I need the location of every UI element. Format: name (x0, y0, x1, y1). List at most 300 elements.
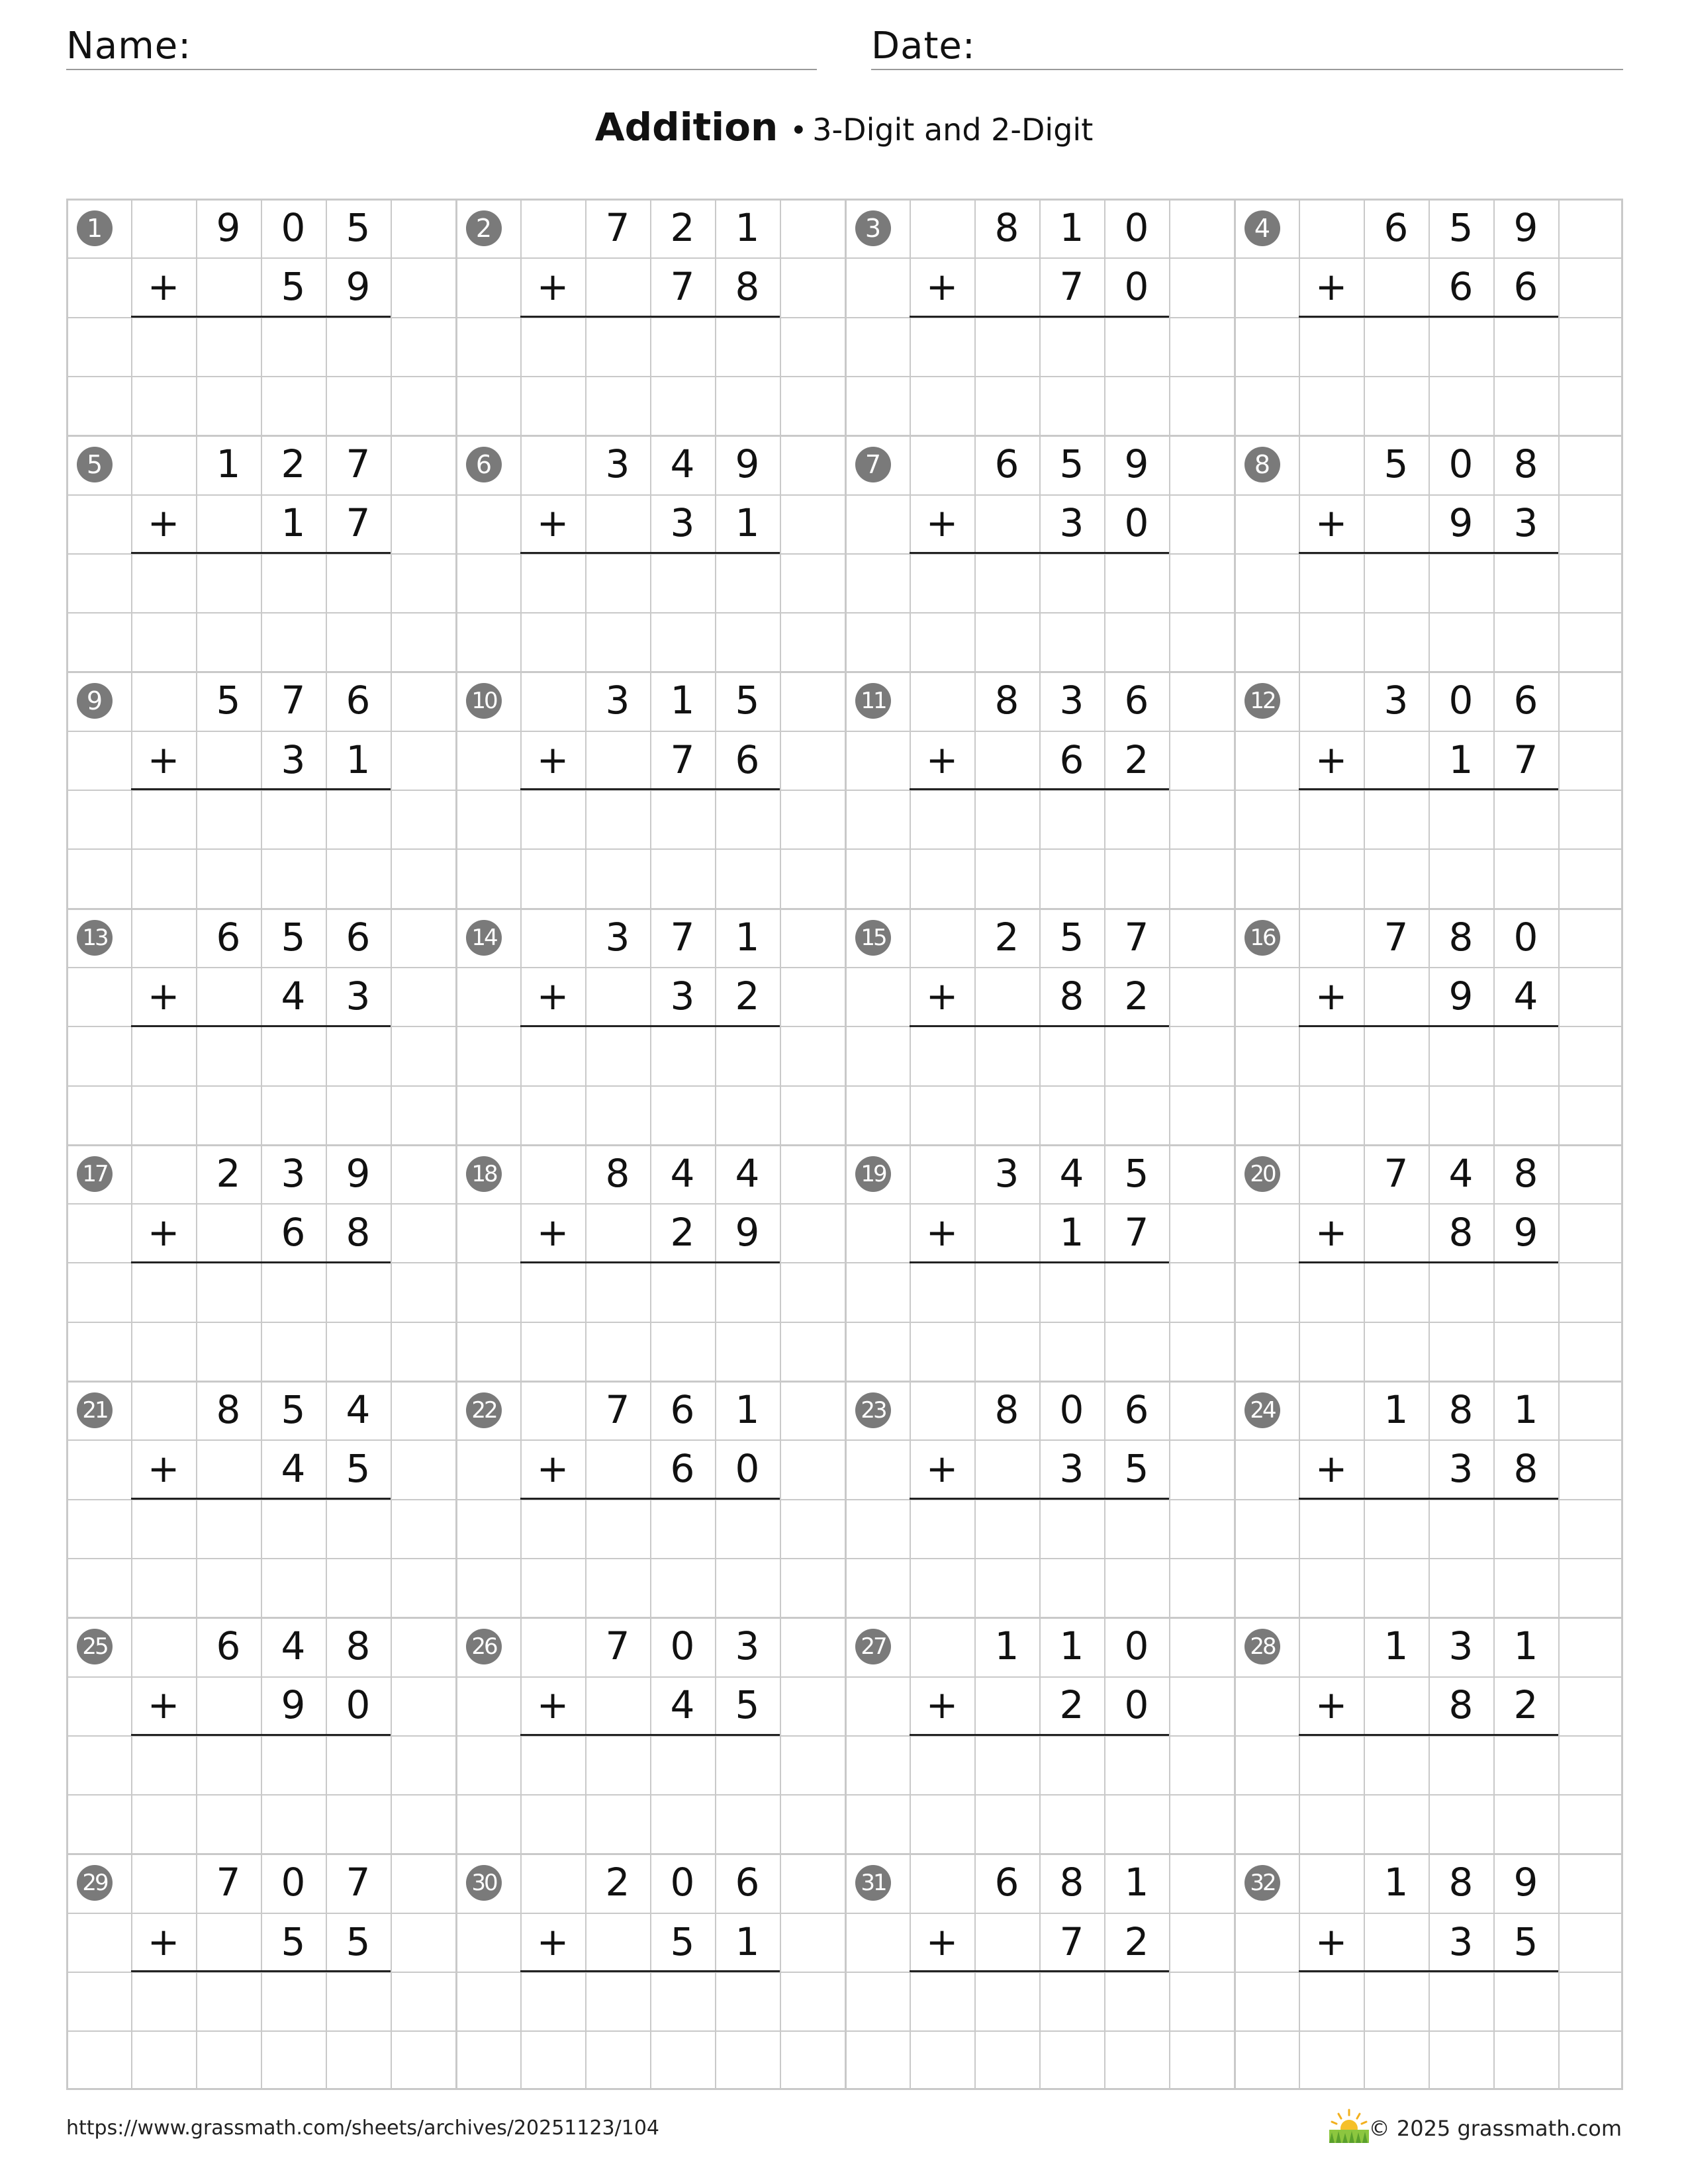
answer-cell[interactable] (1429, 1026, 1493, 1085)
answer-cell[interactable] (1493, 317, 1558, 376)
problem-31 (845, 1853, 1234, 2089)
answer-cell[interactable] (585, 553, 650, 612)
answer-cell[interactable] (650, 1026, 715, 1085)
plus-sign: + (147, 1210, 180, 1255)
answer-cell[interactable] (1299, 790, 1364, 848)
answer-cell[interactable] (1429, 1499, 1493, 1558)
answer-cell[interactable] (196, 1262, 261, 1321)
name-field[interactable] (66, 24, 817, 70)
addend-top-digit: 7 (346, 1860, 371, 1905)
answer-cell[interactable] (326, 790, 391, 848)
answer-cell[interactable] (1493, 790, 1558, 848)
answer-cell[interactable] (1429, 317, 1493, 376)
answer-cell[interactable] (585, 317, 650, 376)
answer-cell[interactable] (326, 317, 391, 376)
answer-cell[interactable] (910, 1262, 974, 1321)
addend-bottom-digit: 5 (670, 1919, 695, 1964)
answer-cell[interactable] (261, 1262, 326, 1321)
addend-bottom-digit: 9 (1448, 500, 1474, 546)
addend-bottom-digit: 6 (1513, 264, 1538, 310)
problem-26 (455, 1617, 845, 1853)
problem-number-badge: 8 (1244, 447, 1280, 482)
addend-top-digit: 6 (216, 914, 241, 960)
addend-top-digit: 1 (1383, 1623, 1409, 1669)
problem-number-badge: 30 (466, 1865, 502, 1901)
answer-cell[interactable] (715, 553, 780, 612)
answer-cell[interactable] (650, 317, 715, 376)
plus-sign: + (925, 973, 959, 1019)
addend-bottom-digit: 9 (346, 264, 371, 310)
problem-19 (845, 1144, 1234, 1381)
addend-top-digit: 5 (1059, 441, 1084, 487)
addend-bottom-digit: 5 (1513, 1919, 1538, 1964)
plus-sign: + (147, 264, 180, 310)
answer-cell[interactable] (196, 553, 261, 612)
answer-cell[interactable] (1104, 1972, 1169, 2030)
addend-bottom-digit: 9 (735, 1210, 760, 1255)
addend-bottom-digit: 6 (1448, 264, 1474, 310)
addend-bottom-digit: 8 (1513, 1446, 1538, 1492)
addend-bottom-digit: 6 (1059, 737, 1084, 782)
answer-cell[interactable] (261, 553, 326, 612)
addend-bottom-digit: 0 (1124, 264, 1149, 310)
addend-bottom-digit: 7 (670, 264, 695, 310)
answer-cell[interactable] (910, 790, 974, 848)
answer-cell[interactable] (131, 1499, 196, 1558)
addend-top-digit: 8 (1448, 914, 1474, 960)
answer-cell[interactable] (715, 1262, 780, 1321)
addend-top-digit: 6 (346, 678, 371, 723)
answer-cell[interactable] (1493, 1262, 1558, 1321)
addend-top-digit: 3 (605, 914, 630, 960)
addend-top-digit: 5 (1448, 205, 1474, 250)
problem-28 (1234, 1617, 1623, 1853)
addend-top-digit: 4 (670, 441, 695, 487)
problem-24 (1234, 1381, 1623, 1617)
answer-cell[interactable] (196, 790, 261, 848)
answer-cell[interactable] (910, 553, 974, 612)
answer-cell[interactable] (261, 1972, 326, 2030)
answer-cell[interactable] (520, 1735, 585, 1794)
answer-cell[interactable] (1364, 1735, 1429, 1794)
answer-cell[interactable] (974, 1262, 1039, 1321)
answer-cell[interactable] (974, 1735, 1039, 1794)
answer-cell[interactable] (974, 1026, 1039, 1085)
addend-bottom-digit: 8 (735, 264, 760, 310)
addend-bottom-digit: 5 (735, 1682, 760, 1728)
problem-number-badge: 23 (855, 1392, 891, 1428)
answer-cell[interactable] (520, 1026, 585, 1085)
problem-number-badge: 21 (77, 1392, 113, 1428)
answer-cell[interactable] (974, 1972, 1039, 2030)
addend-top-digit: 0 (1059, 1387, 1084, 1432)
answer-cell[interactable] (1104, 1735, 1169, 1794)
addend-top-digit: 7 (670, 914, 695, 960)
answer-cell[interactable] (910, 1499, 974, 1558)
plus-sign: + (536, 264, 569, 310)
addend-bottom-digit: 6 (281, 1210, 306, 1255)
plus-sign: + (1315, 973, 1348, 1019)
addend-bottom-digit: 1 (735, 1919, 760, 1964)
answer-cell[interactable] (1104, 1026, 1169, 1085)
problem-7 (845, 435, 1234, 671)
addend-top-digit: 3 (605, 441, 630, 487)
problem-number-badge: 24 (1244, 1392, 1280, 1428)
addend-top-digit: 9 (216, 205, 241, 250)
answer-cell[interactable] (520, 1499, 585, 1558)
answer-cell[interactable] (326, 1972, 391, 2030)
problem-4 (1234, 199, 1623, 435)
addend-top-digit: 1 (1383, 1387, 1409, 1432)
answer-cell[interactable] (196, 317, 261, 376)
answer-cell[interactable] (715, 1735, 780, 1794)
addend-top-digit: 4 (1448, 1150, 1474, 1196)
addend-top-digit: 6 (1383, 205, 1409, 250)
addend-top-digit: 2 (605, 1860, 630, 1905)
answer-cell[interactable] (1039, 1026, 1104, 1085)
answer-cell[interactable] (585, 790, 650, 848)
problem-17 (66, 1144, 455, 1381)
answer-cell[interactable] (1039, 1972, 1104, 2030)
addend-top-digit: 5 (735, 678, 760, 723)
addend-bottom-digit: 9 (1448, 973, 1474, 1019)
answer-cell[interactable] (650, 790, 715, 848)
answer-cell[interactable] (326, 1026, 391, 1085)
answer-cell[interactable] (1364, 1026, 1429, 1085)
addend-top-digit: 1 (1059, 1623, 1084, 1669)
problem-number-badge: 26 (466, 1629, 502, 1664)
problem-12 (1234, 671, 1623, 907)
addend-top-digit: 3 (1059, 678, 1084, 723)
plus-sign: + (1315, 737, 1348, 782)
answer-cell[interactable] (910, 1735, 974, 1794)
problem-number-badge: 19 (855, 1156, 891, 1192)
answer-cell[interactable] (1039, 790, 1104, 848)
problem-number-badge: 11 (855, 683, 891, 719)
plus-sign: + (536, 737, 569, 782)
answer-cell[interactable] (326, 1499, 391, 1558)
problem-number-badge: 27 (855, 1629, 891, 1664)
addend-top-digit: 8 (1513, 441, 1538, 487)
answer-cell[interactable] (196, 1499, 261, 1558)
addend-bottom-digit: 7 (670, 737, 695, 782)
addend-bottom-digit: 2 (1124, 737, 1149, 782)
problem-number-badge: 18 (466, 1156, 502, 1192)
answer-cell[interactable] (715, 1026, 780, 1085)
plus-sign: + (147, 500, 180, 546)
addend-bottom-digit: 5 (281, 264, 306, 310)
answer-cell[interactable] (974, 553, 1039, 612)
addend-top-digit: 4 (346, 1387, 371, 1432)
answer-cell[interactable] (650, 553, 715, 612)
addend-bottom-digit: 4 (281, 973, 306, 1019)
answer-cell[interactable] (1039, 553, 1104, 612)
problem-number-badge: 13 (77, 920, 113, 956)
addend-top-digit: 6 (1124, 678, 1149, 723)
answer-cell[interactable] (1104, 790, 1169, 848)
answer-cell[interactable] (715, 790, 780, 848)
plus-sign: + (147, 1446, 180, 1492)
answer-cell[interactable] (650, 1972, 715, 2030)
answer-cell[interactable] (261, 1026, 326, 1085)
addend-top-digit: 3 (735, 1623, 760, 1669)
answer-cell[interactable] (1364, 790, 1429, 848)
plus-sign: + (1315, 1682, 1348, 1728)
addend-bottom-digit: 1 (1448, 737, 1474, 782)
problem-18 (455, 1144, 845, 1381)
plus-sign: + (536, 1446, 569, 1492)
answer-cell[interactable] (1364, 317, 1429, 376)
answer-cell[interactable] (1299, 1735, 1364, 1794)
title-subtitle: 3-Digit and 2-Digit (812, 112, 1094, 148)
addend-bottom-digit: 5 (1124, 1446, 1149, 1492)
plus-sign: + (1315, 1210, 1348, 1255)
problem-number-badge: 2 (466, 210, 502, 246)
answer-cell[interactable] (1429, 1735, 1493, 1794)
answer-cell[interactable] (585, 1735, 650, 1794)
answer-cell[interactable] (1364, 1499, 1429, 1558)
answer-cell[interactable] (1429, 1972, 1493, 2030)
addend-bottom-digit: 5 (281, 1919, 306, 1964)
addend-top-digit: 6 (735, 1860, 760, 1905)
answer-cell[interactable] (1104, 317, 1169, 376)
addend-bottom-digit: 4 (670, 1682, 695, 1728)
answer-cell[interactable] (1493, 553, 1558, 612)
addend-top-digit: 3 (1448, 1623, 1474, 1669)
addend-bottom-digit: 5 (346, 1919, 371, 1964)
answer-cell[interactable] (326, 553, 391, 612)
addend-bottom-digit: 2 (735, 973, 760, 1019)
answer-cell[interactable] (196, 1026, 261, 1085)
problem-number-badge: 29 (77, 1865, 113, 1901)
addend-top-digit: 0 (670, 1623, 695, 1669)
answer-cell[interactable] (131, 1735, 196, 1794)
addend-top-digit: 6 (1124, 1387, 1149, 1432)
addend-bottom-digit: 7 (1059, 264, 1084, 310)
addend-bottom-digit: 3 (1059, 1446, 1084, 1492)
answer-cell[interactable] (1104, 1262, 1169, 1321)
problem-5 (66, 435, 455, 671)
answer-cell[interactable] (261, 1735, 326, 1794)
addend-top-digit: 1 (1383, 1860, 1409, 1905)
answer-cell[interactable] (131, 317, 196, 376)
answer-cell[interactable] (910, 1972, 974, 2030)
date-label: Date: (871, 24, 976, 68)
answer-cell[interactable] (585, 1972, 650, 2030)
answer-cell[interactable] (1299, 1262, 1364, 1321)
answer-cell[interactable] (1039, 1262, 1104, 1321)
addend-top-digit: 6 (994, 441, 1019, 487)
addend-bottom-digit: 8 (1448, 1682, 1474, 1728)
addend-top-digit: 8 (216, 1387, 241, 1432)
addend-top-digit: 7 (216, 1860, 241, 1905)
addend-bottom-digit: 4 (1513, 973, 1538, 1019)
plus-sign: + (536, 1919, 569, 1964)
plus-sign: + (925, 264, 959, 310)
answer-cell[interactable] (1299, 553, 1364, 612)
answer-cell[interactable] (1364, 1972, 1429, 2030)
plus-sign: + (925, 1919, 959, 1964)
problem-6 (455, 435, 845, 671)
addend-top-digit: 3 (1383, 678, 1409, 723)
problem-2 (455, 199, 845, 435)
answer-cell[interactable] (326, 1735, 391, 1794)
answer-cell[interactable] (585, 1499, 650, 1558)
plus-sign: + (1315, 1446, 1348, 1492)
addend-top-digit: 7 (1383, 914, 1409, 960)
addend-top-digit: 8 (994, 205, 1019, 250)
answer-cell[interactable] (910, 317, 974, 376)
problem-29 (66, 1853, 455, 2089)
answer-cell[interactable] (1299, 1972, 1364, 2030)
problem-number-badge: 9 (77, 683, 113, 719)
addend-bottom-digit: 3 (1059, 500, 1084, 546)
problem-number-badge: 22 (466, 1392, 502, 1428)
addend-top-digit: 4 (1059, 1150, 1084, 1196)
addend-bottom-digit: 2 (670, 1210, 695, 1255)
answer-cell[interactable] (1299, 1499, 1364, 1558)
addend-top-digit: 1 (216, 441, 241, 487)
answer-cell[interactable] (715, 1499, 780, 1558)
addend-top-digit: 3 (994, 1150, 1019, 1196)
addend-top-digit: 1 (735, 205, 760, 250)
answer-cell[interactable] (974, 1499, 1039, 1558)
answer-cell[interactable] (1364, 553, 1429, 612)
answer-cell[interactable] (131, 1972, 196, 2030)
addend-top-digit: 1 (1124, 1860, 1149, 1905)
answer-cell[interactable] (585, 1026, 650, 1085)
answer-cell[interactable] (1493, 1026, 1558, 1085)
addend-top-digit: 0 (1513, 914, 1538, 960)
footer-copyright: © 2025 grassmath.com (1368, 2116, 1622, 2141)
problem-number-badge: 31 (855, 1865, 891, 1901)
addend-top-digit: 1 (1513, 1623, 1538, 1669)
addend-top-digit: 4 (281, 1623, 306, 1669)
date-field[interactable] (871, 24, 1623, 70)
answer-cell[interactable] (261, 790, 326, 848)
answer-cell[interactable] (520, 790, 585, 848)
answer-cell[interactable] (131, 553, 196, 612)
plus-sign: + (536, 1210, 569, 1255)
addend-top-digit: 5 (1383, 441, 1409, 487)
addend-bottom-digit: 0 (735, 1446, 760, 1492)
problem-number-badge: 5 (77, 447, 113, 482)
addend-top-digit: 0 (281, 1860, 306, 1905)
answer-cell[interactable] (131, 790, 196, 848)
plus-sign: + (1315, 264, 1348, 310)
answer-cell[interactable] (1039, 1499, 1104, 1558)
addend-top-digit: 9 (735, 441, 760, 487)
addend-top-digit: 1 (670, 678, 695, 723)
answer-cell[interactable] (261, 317, 326, 376)
plus-sign: + (536, 1682, 569, 1728)
answer-cell[interactable] (520, 553, 585, 612)
problem-number-badge: 1 (77, 210, 113, 246)
addend-bottom-digit: 7 (1059, 1919, 1084, 1964)
answer-cell[interactable] (520, 1262, 585, 1321)
answer-cell[interactable] (1039, 317, 1104, 376)
answer-cell[interactable] (715, 317, 780, 376)
answer-cell[interactable] (585, 1262, 650, 1321)
plus-sign: + (1315, 1919, 1348, 1964)
answer-cell[interactable] (1429, 553, 1493, 612)
problem-25 (66, 1617, 455, 1853)
plus-sign: + (925, 1682, 959, 1728)
addend-top-digit: 5 (1124, 1150, 1149, 1196)
addend-top-digit: 7 (346, 441, 371, 487)
addend-top-digit: 5 (281, 914, 306, 960)
answer-cell[interactable] (1299, 1026, 1364, 1085)
plus-sign: + (147, 737, 180, 782)
plus-sign: + (925, 1446, 959, 1492)
answer-cell[interactable] (715, 1972, 780, 2030)
addend-top-digit: 5 (216, 678, 241, 723)
answer-cell[interactable] (1364, 1262, 1429, 1321)
problem-number-badge: 6 (466, 447, 502, 482)
addend-bottom-digit: 0 (1124, 500, 1149, 546)
addend-top-digit: 1 (1513, 1387, 1538, 1432)
answer-cell[interactable] (1429, 790, 1493, 848)
problem-8 (1234, 435, 1623, 671)
answer-cell[interactable] (1429, 1262, 1493, 1321)
addend-top-digit: 7 (605, 1623, 630, 1669)
answer-cell[interactable] (650, 1262, 715, 1321)
plus-sign: + (925, 1210, 959, 1255)
answer-cell[interactable] (131, 1026, 196, 1085)
answer-cell[interactable] (326, 1262, 391, 1321)
name-label: Name: (66, 24, 192, 68)
problem-number-badge: 14 (466, 920, 502, 956)
answer-cell[interactable] (974, 317, 1039, 376)
addend-bottom-digit: 0 (1124, 1682, 1149, 1728)
answer-cell[interactable] (910, 1026, 974, 1085)
title-main: Addition (594, 105, 778, 150)
answer-cell[interactable] (1104, 1499, 1169, 1558)
addend-bottom-digit: 1 (281, 500, 306, 546)
addend-top-digit: 6 (216, 1623, 241, 1669)
answer-cell[interactable] (196, 1972, 261, 2030)
answer-cell[interactable] (261, 1499, 326, 1558)
problem-14 (455, 908, 845, 1144)
addend-top-digit: 0 (281, 205, 306, 250)
answer-cell[interactable] (196, 1735, 261, 1794)
addend-top-digit: 2 (216, 1150, 241, 1196)
addend-top-digit: 2 (670, 205, 695, 250)
answer-cell[interactable] (650, 1735, 715, 1794)
worksheet-title (0, 105, 1688, 150)
addend-top-digit: 8 (346, 1623, 371, 1669)
plus-sign: + (1315, 500, 1348, 546)
answer-cell[interactable] (131, 1262, 196, 1321)
answer-cell[interactable] (650, 1499, 715, 1558)
answer-cell[interactable] (974, 790, 1039, 848)
answer-cell[interactable] (1299, 317, 1364, 376)
problem-number-badge: 17 (77, 1156, 113, 1192)
answer-cell[interactable] (1493, 1499, 1558, 1558)
answer-cell[interactable] (520, 317, 585, 376)
answer-cell[interactable] (1493, 1972, 1558, 2030)
answer-cell[interactable] (1493, 1735, 1558, 1794)
answer-cell[interactable] (1104, 553, 1169, 612)
answer-cell[interactable] (1039, 1735, 1104, 1794)
problem-number-badge: 4 (1244, 210, 1280, 246)
answer-cell[interactable] (520, 1972, 585, 2030)
addend-top-digit: 8 (1059, 1860, 1084, 1905)
addend-top-digit: 6 (994, 1860, 1019, 1905)
addend-bottom-digit: 1 (1059, 1210, 1084, 1255)
addend-top-digit: 4 (735, 1150, 760, 1196)
grass-sun-logo-icon (1327, 2107, 1372, 2144)
